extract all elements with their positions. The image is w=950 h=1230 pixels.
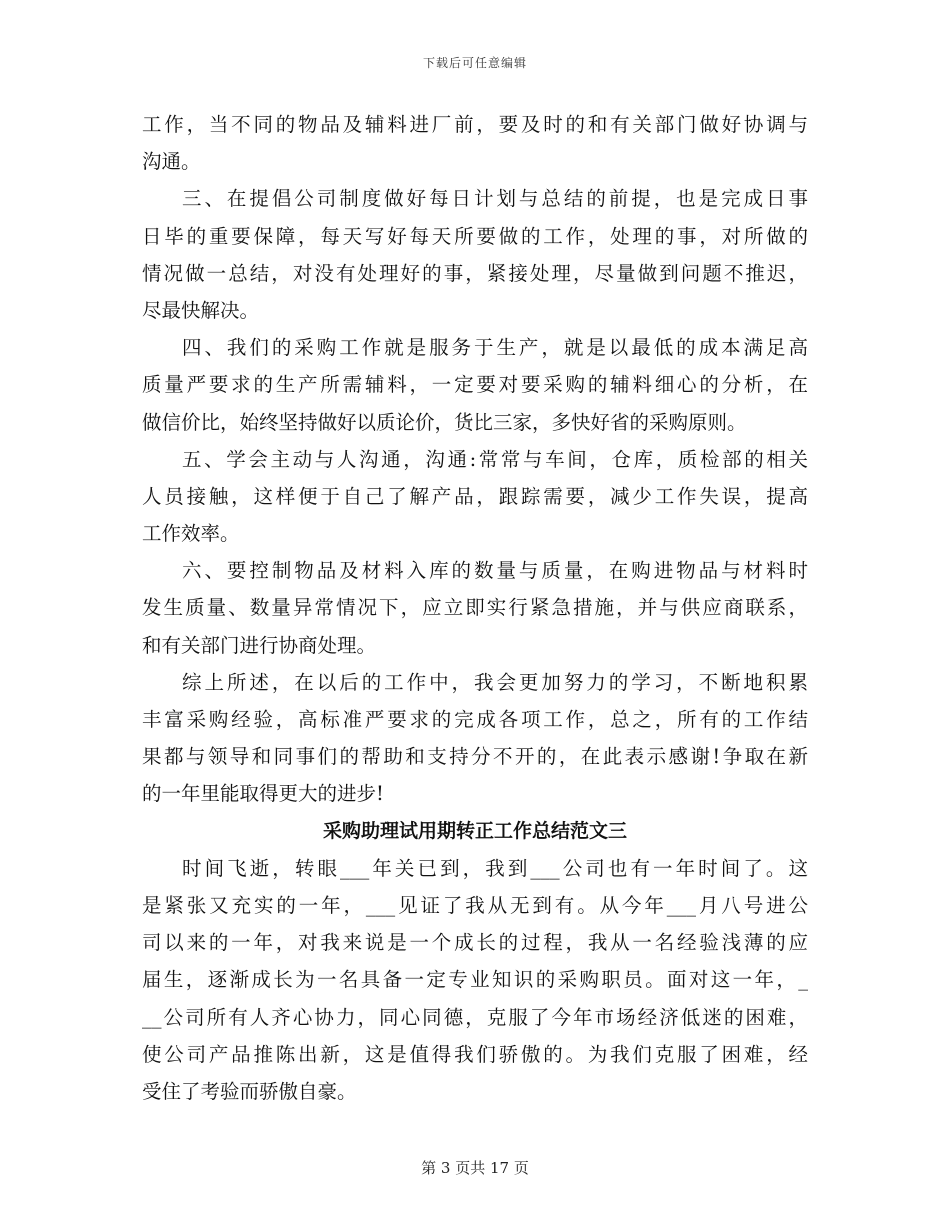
text-line: 尽最快解决。 — [142, 298, 260, 322]
text-line: 情况做一总结，对没有处理好的事，紧接处理，尽量做到问题不推迟， — [142, 261, 808, 285]
section-title: 采购助理试用期转正工作总结范文三 — [322, 819, 627, 842]
text-line: 工作，当不同的物品及辅料进厂前，要及时的和有关部门做好协调与 — [142, 113, 808, 136]
text-line: 人员接触，这样便于自己了解产品，跟踪需要，减少工作失误，提高 — [142, 484, 808, 508]
text-line: 综上所述，在以后的工作中，我会更加努力的学习，不断地积累 — [182, 670, 808, 694]
text-line: 日毕的重要保障，每天写好每天所要做的工作，处理的事，对所做的 — [142, 224, 808, 248]
text-line: 丰富采购经验，高标准严要求的完成各项工作，总之，所有的工作结 — [142, 708, 808, 731]
text-line: 是紧张又充实的一年，___见证了我从无到有。从今年___月八号进公 — [142, 893, 808, 917]
text-line: 使公司产品推陈出新，这是值得我们骄傲的。为我们克服了困难，经 — [142, 1042, 808, 1066]
text-line: 受住了考验而骄傲自豪。 — [142, 1079, 357, 1103]
text-line: 六、要控制物品及材料入库的数量与质量，在购进物品与材料时 — [182, 559, 808, 583]
text-line: 司以来的一年，对我来说是一个成长的过程，我从一名经验浅薄的应 — [142, 931, 808, 955]
text-line: 三、在提倡公司制度做好每日计划与总结的前提，也是完成日事 — [182, 187, 808, 211]
text-line: 发生质量、数量异常情况下，应立即实行紧急措施，并与供应商联系， — [142, 596, 808, 620]
text-line: 工作效率。 — [142, 522, 240, 546]
text-line: 做信价比，始终坚持做好以质论价，货比三家，多快好省的采购原则。 — [142, 410, 747, 434]
text-line: 质量严要求的生产所需辅料，一定要对要采购的辅料细心的分析，在 — [142, 373, 808, 397]
page-number: 第 3 页共 17 页 — [421, 1159, 529, 1177]
text-line: 届生，逐渐成长为一名具备一定专业知识的采购职员。面对这一年，_ — [142, 968, 808, 992]
text-line: 的一年里能取得更大的进步! — [142, 782, 384, 806]
text-line: 时间飞逝，转眼___年关已到，我到___公司也有一年时间了。这 — [182, 856, 808, 880]
text-line: 和有关部门进行协商处理。 — [142, 633, 377, 657]
document-body — [142, 106, 808, 1110]
text-line: 果都与领导和同事们的帮助和支持分不开的，在此表示感谢!争取在新 — [142, 745, 808, 769]
text-line: 五、学会主动与人沟通，沟通:常常与车间，仓库，质检部的相关 — [182, 447, 808, 471]
text-line: 四、我们的采购工作就是服务于生产，就是以最低的成本满足高 — [182, 336, 808, 360]
text-line: __公司所有人齐心协力，同心同德，克服了今年市场经济低迷的困难， — [142, 1005, 808, 1029]
page-header: 下载后可任意编辑 — [422, 56, 527, 70]
text-line: 沟通。 — [142, 150, 201, 174]
